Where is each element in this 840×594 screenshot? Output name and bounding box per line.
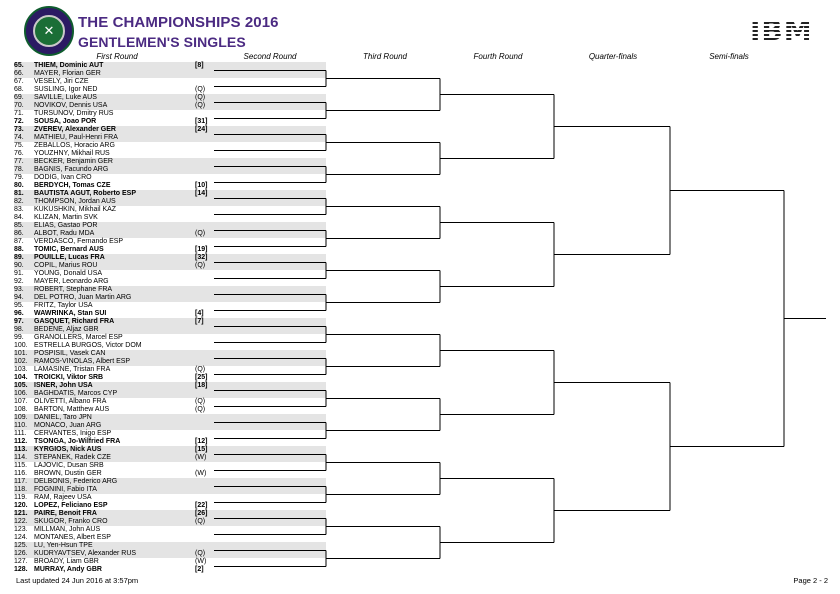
player-number: 71. <box>14 110 24 117</box>
player-name: MONACO, Juan ARG <box>34 422 102 429</box>
player-number: 113. <box>14 446 28 453</box>
player-name: THIEM, Dominic AUT <box>34 62 104 69</box>
player-name: MURRAY, Andy GBR <box>34 566 102 573</box>
round-header-semifinals: Semi-finals <box>709 52 749 61</box>
player-number: 93. <box>14 286 24 293</box>
player-name: KLIZAN, Martin SVK <box>34 214 98 221</box>
player-number: 79. <box>14 174 24 181</box>
player-name: BAGHDATIS, Marcos CYP <box>34 390 118 397</box>
player-name: YOUNG, Donald USA <box>34 270 103 277</box>
player-seed: [10] <box>195 182 208 189</box>
player-number: 77. <box>14 158 24 165</box>
player-number: 72. <box>14 118 24 125</box>
player-number: 91. <box>14 270 24 277</box>
page-subtitle: GENTLEMEN'S SINGLES <box>78 34 246 50</box>
player-number: 65. <box>14 62 24 69</box>
player-number: 98. <box>14 326 24 333</box>
player-seed: (Q) <box>195 518 206 525</box>
player-name: MATHIEU, Paul-Henri FRA <box>34 134 118 141</box>
player-number: 69. <box>14 94 24 101</box>
player-number: 125. <box>14 542 28 549</box>
player-number: 100. <box>14 342 28 349</box>
player-number: 114. <box>14 454 28 461</box>
player-name: DANIEL, Taro JPN <box>34 414 92 421</box>
player-number: 89. <box>14 254 24 261</box>
player-seed: (Q) <box>195 94 206 101</box>
player-seed: [15] <box>195 446 208 453</box>
player-seed: (Q) <box>195 398 206 405</box>
player-name: BAUTISTA AGUT, Roberto ESP <box>34 190 137 197</box>
player-name: FRITZ, Taylor USA <box>34 302 93 309</box>
player-seed: [31] <box>195 118 208 125</box>
player-number: 96. <box>14 310 24 317</box>
player-number: 118. <box>14 486 28 493</box>
player-seed: (Q) <box>195 262 206 269</box>
player-number: 68. <box>14 86 24 93</box>
player-name: OLIVETTI, Albano FRA <box>34 398 107 405</box>
player-number: 83. <box>14 206 24 213</box>
player-name: ALBOT, Radu MDA <box>34 230 95 237</box>
player-seed: [32] <box>195 254 208 261</box>
player-number: 108. <box>14 406 28 413</box>
player-name: SOUSA, Joao POR <box>34 118 97 125</box>
player-number: 95. <box>14 302 24 309</box>
player-seed: [26] <box>195 510 208 517</box>
round-header-first: First Round <box>96 52 138 61</box>
player-seed: (Q) <box>195 86 206 93</box>
player-name: LU, Yen-Hsun TPE <box>34 542 93 549</box>
player-number: 74. <box>14 134 24 141</box>
player-name: BEDENE, Aljaz GBR <box>34 326 99 333</box>
player-name: POSPISIL, Vasek CAN <box>34 350 106 357</box>
player-seed: (Q) <box>195 550 206 557</box>
player-name: THOMPSON, Jordan AUS <box>34 198 116 205</box>
player-number: 88. <box>14 246 24 253</box>
player-seed: [22] <box>195 502 208 509</box>
player-seed: [12] <box>195 438 208 445</box>
player-seed: (W) <box>195 470 207 477</box>
player-name: BECKER, Benjamin GER <box>34 158 113 165</box>
player-number: 127. <box>14 558 28 565</box>
player-seed: [19] <box>195 246 208 253</box>
player-seed: (W) <box>195 558 207 565</box>
player-number: 73. <box>14 126 24 133</box>
player-name: KUDRYAVTSEV, Alexander RUS <box>34 550 137 557</box>
player-seed: (Q) <box>195 102 206 109</box>
player-name: RAMOS-VINOLAS, Albert ESP <box>34 358 131 365</box>
player-number: 109. <box>14 414 28 421</box>
player-number: 86. <box>14 230 24 237</box>
player-seed: [2] <box>195 566 204 573</box>
player-seed: (Q) <box>195 406 206 413</box>
player-name: MONTANES, Albert ESP <box>34 534 111 541</box>
player-name: ELIAS, Gastao POR <box>34 222 98 229</box>
player-name: TURSUNOV, Dmitry RUS <box>34 110 114 117</box>
player-number: 112. <box>14 438 28 445</box>
player-name: MAYER, Leonardo ARG <box>34 278 109 285</box>
player-name: ZEBALLOS, Horacio ARG <box>34 142 115 149</box>
player-name: BARTON, Matthew AUS <box>34 406 110 413</box>
player-name: CERVANTES, Inigo ESP <box>34 430 112 437</box>
player-name: ROBERT, Stephane FRA <box>34 286 113 293</box>
player-name: BROADY, Liam GBR <box>34 558 99 565</box>
player-name: KUKUSHKIN, Mikhail KAZ <box>34 206 117 213</box>
player-number: 101. <box>14 350 28 357</box>
player-name: RAM, Rajeev USA <box>34 494 92 501</box>
player-name: KYRGIOS, Nick AUS <box>34 446 102 453</box>
crossed-rackets-icon: ✕ <box>33 15 65 47</box>
player-name: MILLMAN, John AUS <box>34 526 101 533</box>
player-name: BAGNIS, Facundo ARG <box>34 166 109 173</box>
player-number: 90. <box>14 262 24 269</box>
player-name: PAIRE, Benoit FRA <box>34 510 97 517</box>
player-number: 116. <box>14 470 28 477</box>
player-seed: (W) <box>195 454 207 461</box>
player-seed: [18] <box>195 382 208 389</box>
player-name: SKUGOR, Franko CRO <box>34 518 108 525</box>
player-number: 76. <box>14 150 24 157</box>
player-number: 81. <box>14 190 24 197</box>
player-number: 66. <box>14 70 24 77</box>
player-name: TOMIC, Bernard AUS <box>34 246 104 253</box>
player-name: VERDASCO, Fernando ESP <box>34 238 124 245</box>
player-name: POUILLE, Lucas FRA <box>34 254 105 261</box>
player-name: GASQUET, Richard FRA <box>34 318 115 325</box>
player-number: 92. <box>14 278 24 285</box>
player-seed: (Q) <box>195 230 206 237</box>
player-name: WAWRINKA, Stan SUI <box>34 310 107 317</box>
player-name: FOGNINI, Fabio ITA <box>34 486 97 493</box>
player-number: 110. <box>14 422 28 429</box>
player-number: 121. <box>14 510 28 517</box>
player-number: 84. <box>14 214 24 221</box>
player-name: MAYER, Florian GER <box>34 70 101 77</box>
player-name: ZVEREV, Alexander GER <box>34 126 116 133</box>
player-number: 85. <box>14 222 24 229</box>
player-number: 122. <box>14 518 28 525</box>
player-name: COPIL, Marius ROU <box>34 262 98 269</box>
player-name: GRANOLLERS, Marcel ESP <box>34 334 123 341</box>
player-number: 111. <box>14 430 27 437</box>
player-name: YOUZHNY, Mikhail RUS <box>34 150 110 157</box>
player-name: LAMASINE, Tristan FRA <box>34 366 111 373</box>
player-number: 75. <box>14 142 24 149</box>
round-header-second: Second Round <box>243 52 297 61</box>
player-name: STEPANEK, Radek CZE <box>34 454 111 461</box>
player-number: 120. <box>14 502 28 509</box>
player-seed: [14] <box>195 190 208 197</box>
player-seed: [25] <box>195 374 208 381</box>
player-number: 80. <box>14 182 24 189</box>
player-seed: (Q) <box>195 366 206 373</box>
player-number: 78. <box>14 166 24 173</box>
player-number: 102. <box>14 358 28 365</box>
player-seed: [24] <box>195 126 208 133</box>
page-number: Page 2 - 2 <box>793 576 828 585</box>
player-number: 94. <box>14 294 24 301</box>
round-header-third: Third Round <box>362 52 408 61</box>
player-number: 115. <box>14 462 28 469</box>
player-number: 107. <box>14 398 28 405</box>
player-number: 97. <box>14 318 24 325</box>
player-number: 82. <box>14 198 24 205</box>
player-name: ESTRELLA BURGOS, Victor DOM <box>34 342 142 349</box>
round-header-quarterfinals: Quarter-finals <box>588 52 638 61</box>
player-number: 70. <box>14 102 24 109</box>
player-seed: [4] <box>195 310 204 317</box>
player-name: TSONGA, Jo-Wilfried FRA <box>34 438 121 445</box>
player-seed: [7] <box>195 318 204 325</box>
player-number: 99. <box>14 334 24 341</box>
player-name: LOPEZ, Feliciano ESP <box>34 502 108 509</box>
player-name: VESELY, Jiri CZE <box>34 78 89 85</box>
player-name: ISNER, John USA <box>34 382 93 389</box>
player-name: DELBONIS, Federico ARG <box>34 478 118 485</box>
last-updated: Last updated 24 Jun 2016 at 3:57pm <box>16 576 139 585</box>
player-number: 106. <box>14 390 28 397</box>
player-number: 117. <box>14 478 28 485</box>
player-number: 124. <box>14 534 28 541</box>
player-name: NOVIKOV, Dennis USA <box>34 102 108 109</box>
ibm-logo: IBM <box>750 14 813 47</box>
player-number: 123. <box>14 526 28 533</box>
player-number: 105. <box>14 382 28 389</box>
player-name: BERDYCH, Tomas CZE <box>34 182 111 189</box>
player-name: LAJOVIC, Dusan SRB <box>34 462 104 469</box>
player-number: 103. <box>14 366 28 373</box>
player-name: SAVILLE, Luke AUS <box>34 94 97 101</box>
player-name: TROICKI, Viktor SRB <box>34 374 104 381</box>
player-name: DODIG, Ivan CRO <box>34 174 92 181</box>
player-name: SUSLING, Igor NED <box>34 86 98 93</box>
player-number: 119. <box>14 494 28 501</box>
player-number: 128. <box>14 566 28 573</box>
player-name: BROWN, Dustin GER <box>34 470 102 477</box>
player-name: DEL POTRO, Juan Martin ARG <box>34 294 132 301</box>
player-number: 126. <box>14 550 28 557</box>
player-seed: [8] <box>195 62 204 69</box>
page-title: THE CHAMPIONSHIPS 2016 <box>78 14 279 31</box>
player-number: 87. <box>14 238 24 245</box>
player-number: 104. <box>14 374 28 381</box>
player-number: 67. <box>14 78 24 85</box>
round-header-fourth: Fourth Round <box>473 52 523 61</box>
